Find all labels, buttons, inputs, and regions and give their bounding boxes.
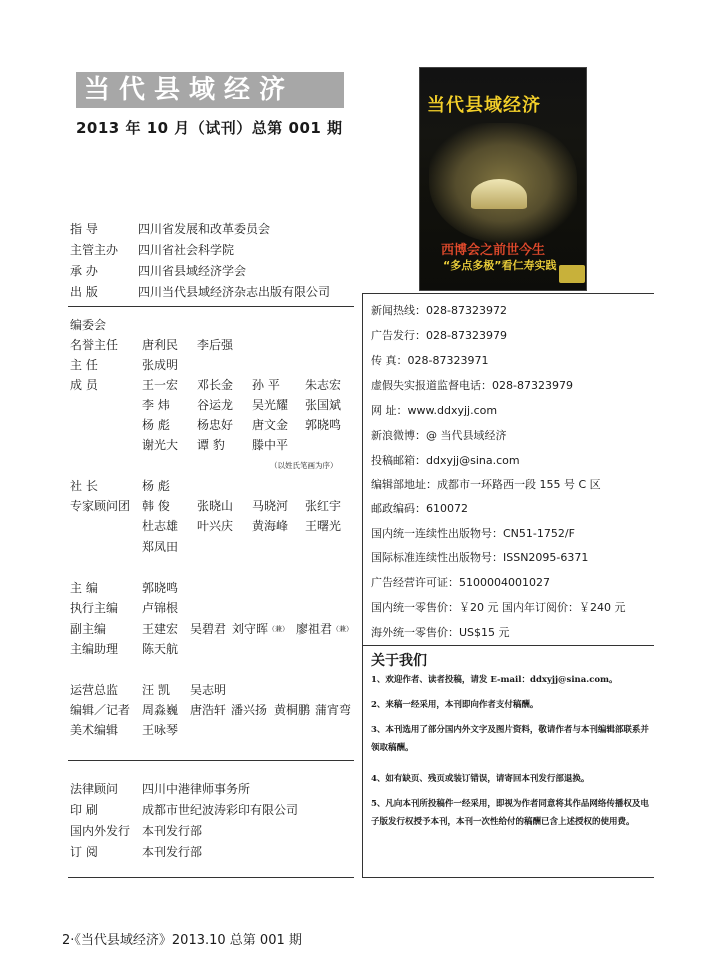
publisher-row bbox=[70, 263, 246, 279]
board-member: 朱志宏 bbox=[305, 378, 342, 392]
board-member: 杨 彪 bbox=[142, 418, 170, 432]
publisher-value: 四川省社会科学院 bbox=[138, 243, 235, 257]
about-title: 关于我们 bbox=[371, 653, 427, 669]
left-divider-bottom bbox=[68, 877, 354, 878]
expert-name: 杜志雄 bbox=[142, 519, 179, 533]
contact-line: 传 真：028-87323971 bbox=[371, 354, 489, 367]
contact-line: 邮政编码：610072 bbox=[371, 502, 468, 515]
publisher-value: 四川省发展和改革委员会 bbox=[138, 222, 271, 236]
legal-label: 国内外发行 bbox=[70, 824, 131, 838]
contact-line: 国际标准连续性出版物号：ISSN2095-6371 bbox=[371, 551, 589, 564]
concurrent-mark: （兼） bbox=[268, 625, 290, 633]
legal-row bbox=[70, 844, 202, 860]
contact-line: 新闻热线：028-87323972 bbox=[371, 304, 507, 317]
about-item: 3、本刊选用了部分国内外文字及图片资料，敬请作者与本刊编辑部联系并领取稿酬。 bbox=[371, 725, 649, 753]
editor-name bbox=[232, 621, 289, 637]
issue-line: 2013 年 10 月（试刊）总第 001 期 bbox=[76, 119, 343, 137]
cover-title: 当代县域经济 bbox=[427, 95, 541, 116]
board-member: 杨忠好 bbox=[197, 418, 234, 432]
legal-label: 印 刷 bbox=[70, 803, 98, 817]
operations-name: 王咏琴 bbox=[142, 723, 179, 737]
editor-role-label: 执行主编 bbox=[70, 601, 119, 615]
board-member: 孙 平 bbox=[252, 378, 280, 392]
contact-line: 国内统一零售价：￥20 元 国内年订阅价：￥240 元 bbox=[371, 601, 626, 614]
about-item: 2、来稿一经采用，本刊即向作者支付稿酬。 bbox=[371, 700, 539, 710]
cover-book-graphic bbox=[471, 179, 527, 209]
editor-name: 王建宏 bbox=[142, 622, 179, 636]
board-member: 李 炜 bbox=[142, 398, 170, 412]
president-name: 杨 彪 bbox=[142, 479, 170, 493]
board-member: 郭晓鸣 bbox=[305, 418, 342, 432]
expert-name: 黄海峰 bbox=[252, 519, 289, 533]
publisher-value: 四川省县域经济学会 bbox=[138, 264, 247, 278]
president-label: 社 长 bbox=[70, 479, 98, 493]
right-divider-bottom bbox=[362, 877, 654, 878]
legal-label: 订 阅 bbox=[70, 845, 98, 859]
editor-name: 郭晓鸣 bbox=[142, 581, 179, 595]
legal-value: 成都市世纪波涛彩印有限公司 bbox=[142, 803, 299, 817]
contact-line: 广告经营许可证：5100004001027 bbox=[371, 576, 550, 589]
legal-label: 法律顾问 bbox=[70, 782, 119, 796]
about-item: 1、欢迎作者、读者投稿，请发 E-mail：ddxyjj@sina.com。 bbox=[371, 675, 618, 685]
operations-role-label: 运营总监 bbox=[70, 683, 119, 697]
editor-role-label: 主编助理 bbox=[70, 642, 119, 656]
cover-headline-2: “多点多极”看仁寿实践 bbox=[443, 259, 557, 272]
right-divider-mid bbox=[362, 645, 654, 646]
board-member: 谭 豹 bbox=[197, 438, 225, 452]
publisher-label: 承 办 bbox=[70, 264, 98, 278]
board-member: 谢光大 bbox=[142, 438, 179, 452]
operations-name: 潘兴扬 bbox=[231, 703, 268, 717]
left-divider-mid bbox=[68, 760, 354, 761]
operations-name: 蒲宵弯 bbox=[315, 703, 352, 717]
concurrent-mark: （兼） bbox=[332, 625, 354, 633]
director-label: 主 任 bbox=[70, 358, 98, 372]
expert-name: 叶兴庆 bbox=[197, 519, 234, 533]
board-member: 吴光耀 bbox=[252, 398, 289, 412]
cover-barcode-badge bbox=[559, 265, 585, 283]
editor-role-label: 主 编 bbox=[70, 581, 98, 595]
about-item: 4、如有缺页、残页或装订错误，请寄回本刊发行部退换。 bbox=[371, 774, 590, 784]
publisher-row bbox=[70, 284, 330, 300]
board-member: 邓长金 bbox=[197, 378, 234, 392]
members-order-note: （以姓氏笔画为序） bbox=[270, 461, 338, 470]
operations-name: 唐浩轩 bbox=[190, 703, 227, 717]
board-member: 张国斌 bbox=[305, 398, 342, 412]
editor-role-label: 副主编 bbox=[70, 622, 107, 636]
board-member: 滕中平 bbox=[252, 438, 289, 452]
members-label: 成 员 bbox=[70, 378, 98, 392]
legal-value: 四川中港律师事务所 bbox=[142, 782, 251, 796]
publisher-label: 主管主办 bbox=[70, 243, 119, 257]
column-divider bbox=[362, 293, 363, 877]
operations-name: 汪 凯 bbox=[142, 683, 170, 697]
expert-name: 张红宇 bbox=[305, 499, 342, 513]
expert-name: 韩 俊 bbox=[142, 499, 170, 513]
board-name: 张成明 bbox=[142, 358, 179, 372]
legal-row bbox=[70, 823, 202, 839]
honorary-label: 名誉主任 bbox=[70, 338, 119, 352]
operations-name: 吴志明 bbox=[190, 683, 227, 697]
experts-label: 专家顾问团 bbox=[70, 499, 131, 513]
legal-value: 本刊发行部 bbox=[142, 845, 203, 859]
contact-line: 投稿邮箱：ddxyjj@sina.com bbox=[371, 454, 520, 467]
operations-role-label: 编辑／记者 bbox=[70, 703, 131, 717]
cover-image bbox=[419, 67, 587, 291]
cover-headline-1: 西博会之前世今生 bbox=[441, 243, 546, 258]
legal-row bbox=[70, 802, 298, 818]
operations-role-label: 美术编辑 bbox=[70, 723, 119, 737]
page-footer: 2·《当代县域经济》2013.10 总第 001 期 bbox=[62, 933, 302, 948]
board-name: 唐利民 bbox=[142, 338, 179, 352]
masthead-title: 当代县域经济 bbox=[76, 72, 344, 108]
editor-name: 陈天航 bbox=[142, 642, 179, 656]
contact-line: 广告发行：028-87323979 bbox=[371, 329, 507, 342]
contact-line: 国内统一连续性出版物号：CN51-1752/F bbox=[371, 527, 575, 540]
about-item: 5、凡向本刊所投稿件一经采用，即视为作者同意将其作品网络传播权及电子版发行权授予本刊，本刊一次性给付的稿酬已含上述授权的使用费。 bbox=[371, 799, 649, 827]
publisher-row bbox=[70, 242, 234, 258]
board-member: 谷运龙 bbox=[197, 398, 234, 412]
board-heading: 编委会 bbox=[70, 318, 107, 332]
publisher-value: 四川当代县域经济杂志出版有限公司 bbox=[138, 285, 331, 299]
editor-name: 卢锦根 bbox=[142, 601, 179, 615]
operations-name: 周淼巍 bbox=[142, 703, 179, 717]
contact-line: 网 址：www.ddxyjj.com bbox=[371, 404, 498, 417]
expert-name: 郑凤田 bbox=[142, 540, 179, 554]
contact-line: 编辑部地址：成都市一环路西一段 155 号 C 区 bbox=[371, 478, 601, 491]
publisher-label: 出 版 bbox=[70, 285, 98, 299]
contact-line: 虚假失实报道监督电话：028-87323979 bbox=[371, 379, 573, 392]
expert-name: 王曙光 bbox=[305, 519, 342, 533]
expert-name: 马晓河 bbox=[252, 499, 289, 513]
editor-name bbox=[296, 621, 353, 637]
legal-row bbox=[70, 781, 250, 797]
concurrent-mark-text: 兼 bbox=[339, 625, 347, 633]
board-member: 唐文金 bbox=[252, 418, 289, 432]
contact-line: 新浪微博：@ 当代县域经济 bbox=[371, 429, 507, 442]
concurrent-mark-text: 兼 bbox=[275, 625, 283, 633]
board-member: 王一宏 bbox=[142, 378, 179, 392]
publisher-row bbox=[70, 221, 270, 237]
left-divider-top bbox=[68, 306, 354, 307]
legal-value: 本刊发行部 bbox=[142, 824, 203, 838]
right-divider-top bbox=[362, 293, 654, 294]
editor-name: 吴碧君 bbox=[190, 622, 227, 636]
contact-line: 海外统一零售价：US$15 元 bbox=[371, 626, 510, 639]
publisher-label: 指 导 bbox=[70, 222, 98, 236]
expert-name: 张晓山 bbox=[197, 499, 234, 513]
board-name: 李后强 bbox=[197, 338, 234, 352]
operations-name: 黄桐鹏 bbox=[274, 703, 311, 717]
editor-name-text: 廖祖君 bbox=[296, 622, 333, 636]
editor-name-text: 刘守晖 bbox=[232, 622, 269, 636]
